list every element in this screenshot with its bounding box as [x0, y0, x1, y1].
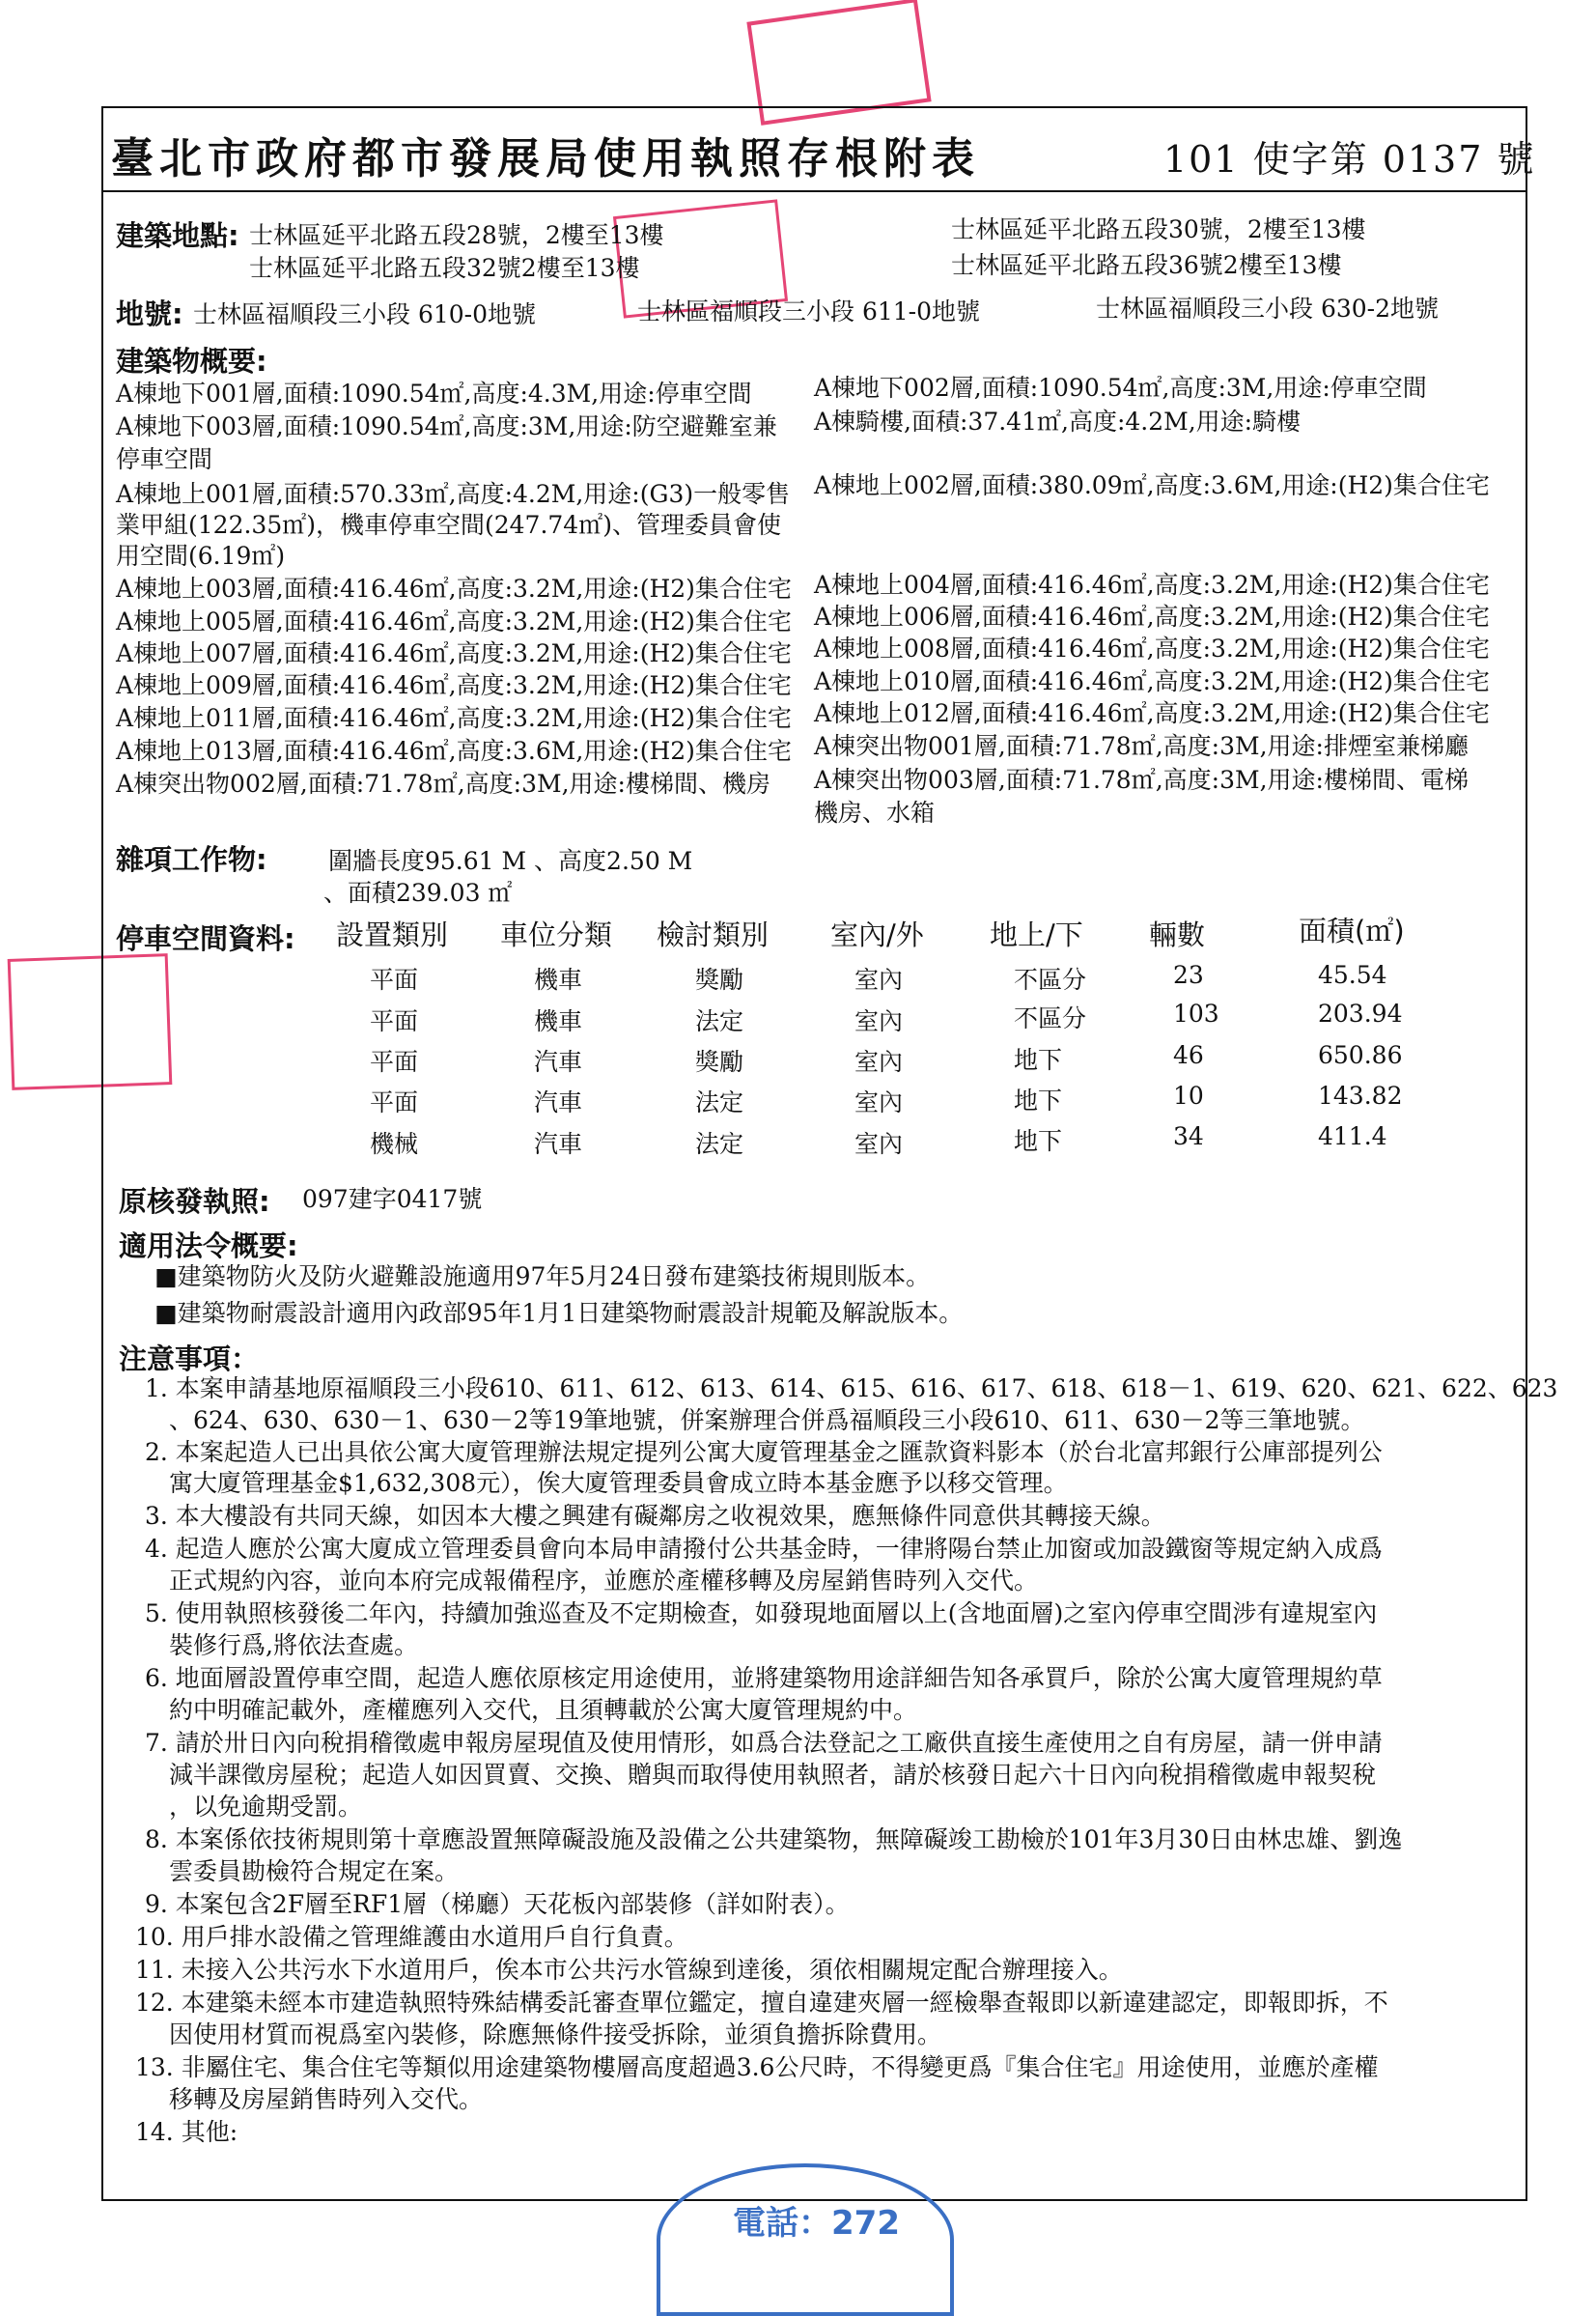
note-line: 8. 本案係依技術規則第十章應設置無障礙設施及設備之公共建築物，無障礙竣工勘檢於101年3月30日由林忠雄、劉逸	[145, 1825, 1403, 1853]
note-line: 、624、630、630－1、630－2等19筆地號，併案辦理合併爲福順段三小段610、611、630－2等三筆地號。	[169, 1406, 1365, 1434]
parking-cell: 650.86	[1318, 1041, 1403, 1069]
parking-cell: 46	[1173, 1041, 1204, 1069]
parking-header: 室內/外	[830, 918, 924, 951]
parking-cell: 不區分	[1014, 1004, 1087, 1032]
parking-cell: 室內	[854, 966, 904, 994]
parking-cell: 平面	[370, 1088, 419, 1116]
parking-cell: 室內	[854, 1007, 904, 1035]
note-line: 約中明確記載外，產權應列入交代，且須轉載於公寓大廈管理規約中。	[169, 1696, 918, 1724]
overview-line: A棟地上008層,面積:416.46㎡,高度:3.2M,用途:(H2)集合住宅	[814, 635, 1490, 663]
parking-cell: 汽車	[534, 1130, 583, 1158]
site-address-4: 士林區延平北路五段36號2樓至13樓	[951, 251, 1342, 279]
overview-line: A棟地下003層,面積:1090.54㎡,高度:3M,用途:防空避難室兼	[116, 412, 777, 440]
site-label: 建築地點:	[116, 219, 239, 252]
note-line: 寓大廈管理基金$1,632,308元），俟大廈管理委員會成立時本基金應予以移交管理。	[169, 1469, 1068, 1497]
parking-cell: 34	[1173, 1122, 1204, 1150]
parking-cell: 不區分	[1014, 966, 1087, 994]
parking-cell: 平面	[370, 1048, 419, 1076]
overview-line: A棟地上007層,面積:416.46㎡,高度:3.2M,用途:(H2)集合住宅	[116, 639, 792, 667]
parking-header: 設置類別	[336, 918, 449, 951]
parking-header: 地上/下	[990, 918, 1083, 951]
overview-line: A棟地上004層,面積:416.46㎡,高度:3.2M,用途:(H2)集合住宅	[814, 571, 1490, 599]
lot-number-2: 士林區福順段三小段 611-0地號	[637, 297, 981, 325]
parking-cell: 地下	[1014, 1087, 1063, 1115]
note-line: 7. 請於卅日內向稅捐稽徵處申報房屋現值及使用情形，如爲合法登記之工廠供直接生產使用之自有房屋，請一併申請	[145, 1729, 1383, 1757]
lot-number-3: 士林區福順段三小段 630-2地號	[1096, 295, 1440, 323]
parking-cell: 23	[1173, 961, 1204, 989]
note-line: 4. 起造人應於公寓大廈成立管理委員會向本局申請撥付公共基金時，一律將陽台禁止加窗或加設鐵窗等規定納入成爲	[145, 1535, 1383, 1563]
overview-line: A棟騎樓,面積:37.41㎡,高度:4.2M,用途:騎樓	[814, 408, 1302, 436]
overview-line: A棟地上001層,面積:570.33㎡,高度:4.2M,用途:(G3)一般零售	[116, 480, 791, 508]
parking-header: 檢討類別	[657, 918, 770, 951]
parking-cell: 10	[1173, 1082, 1204, 1110]
overview-line: A棟地上005層,面積:416.46㎡,高度:3.2M,用途:(H2)集合住宅	[116, 607, 792, 635]
parking-cell: 法定	[695, 1007, 744, 1035]
site-address-1: 士林區延平北路五段28號，2樓至13樓	[249, 221, 664, 249]
note-line: 因使用材質而視爲室內裝修，除應無條件接受拆除，並須負擔拆除費用。	[169, 2020, 942, 2048]
parking-cell: 平面	[370, 1007, 419, 1035]
note-line: 11. 未接入公共污水下水道用戶，俟本市公共污水管線到達後，須依相關規定配合辦理接入。	[135, 1956, 1123, 1984]
overview-line: A棟地下001層,面積:1090.54㎡,高度:4.3M,用途:停車空間	[116, 380, 752, 408]
original-permit-value: 097建字0417號	[302, 1185, 483, 1213]
parking-cell: 機械	[370, 1130, 419, 1158]
note-line: 10. 用戶排水設備之管理維護由水道用戶自行負責。	[135, 1923, 688, 1951]
parking-cell: 汽車	[534, 1088, 583, 1116]
note-line: 雲委員勘檢符合規定在案。	[169, 1857, 460, 1885]
overview-line: 機房、水箱	[814, 799, 936, 827]
parking-cell: 室內	[854, 1088, 904, 1116]
overview-line: A棟突出物003層,面積:71.78㎡,高度:3M,用途:樓梯間、電梯	[814, 766, 1469, 794]
original-permit-label: 原核發執照:	[119, 1185, 270, 1218]
parking-header: 輛數	[1149, 918, 1206, 951]
note-line: 5. 使用執照核發後二年內，持續加強巡查及不定期檢查，如發現地面層以上(含地面層)之室內停車空間涉有違規室內	[145, 1599, 1378, 1627]
overview-line: A棟地下002層,面積:1090.54㎡,高度:3M,用途:停車空間	[814, 374, 1427, 402]
laws-label: 適用法令概要:	[119, 1229, 298, 1262]
misc-line-1: 圍牆長度95.61 M 、高度2.50 M	[328, 847, 693, 875]
misc-label: 雜項工作物:	[116, 843, 267, 876]
parking-cell: 地下	[1014, 1127, 1063, 1155]
law-item: ■建築物防火及防火避難設施適用97年5月24日發布建築技術規則版本。	[154, 1262, 931, 1290]
seal-text: 電話：272	[733, 2204, 900, 2243]
parking-cell: 143.82	[1318, 1082, 1403, 1110]
overview-line: A棟突出物002層,面積:71.78㎡,高度:3M,用途:樓梯間、機房	[116, 770, 770, 798]
overview-line: A棟地上010層,面積:416.46㎡,高度:3.2M,用途:(H2)集合住宅	[814, 667, 1490, 695]
parking-cell: 室內	[854, 1130, 904, 1158]
note-line: 13. 非屬住宅、集合住宅等類似用途建築物樓層高度超過3.6公尺時，不得變更爲『集合住宅』用途使用，並應於產權	[135, 2053, 1379, 2081]
note-line: ，以免逾期受罰。	[169, 1793, 363, 1821]
note-line: 6. 地面層設置停車空間，起造人應依原核定用途使用，並將建築物用途詳細告知各承買戶，除於公寓大廈管理規約草	[145, 1664, 1383, 1692]
lot-number-1: 士林區福順段三小段 610-0地號	[193, 300, 537, 328]
law-item: ■建築物耐震設計適用內政部95年1月1日建築物耐震設計規範及解說版本。	[154, 1299, 964, 1327]
header-divider	[101, 190, 1526, 192]
overview-line: A棟地上011層,面積:416.46㎡,高度:3.2M,用途:(H2)集合住宅	[116, 704, 792, 732]
parking-cell: 汽車	[534, 1048, 583, 1076]
site-address-3: 士林區延平北路五段32號2樓至13樓	[249, 254, 640, 282]
note-line: 減半課徵房屋稅；起造人如因買賣、交換、贈與而取得使用執照者，請於核發日起六十日內向稅捐稽徵處申報契稅	[169, 1761, 1377, 1789]
parking-label: 停車空間資料:	[116, 922, 295, 955]
parking-cell: 法定	[695, 1088, 744, 1116]
note-line: 2. 本案起造人已出具依公寓大廈管理辦法規定提列公寓大廈管理基金之匯款資料影本（於台北富邦銀行公庫部提列公	[145, 1438, 1383, 1466]
note-line: 3. 本大樓設有共同天線，如因本大樓之興建有礙鄰房之收視效果，應無條件同意供其轉接天線。	[145, 1502, 1165, 1530]
overview-line: 停車空間	[116, 445, 213, 473]
blue-seal	[657, 2163, 954, 2316]
document-title: 臺北市政府都市發展局使用執照存根附表	[111, 134, 980, 184]
parking-cell: 獎勵	[695, 1048, 744, 1076]
parking-header: 面積(㎡)	[1299, 915, 1405, 947]
overview-line: A棟地上006層,面積:416.46㎡,高度:3.2M,用途:(H2)集合住宅	[814, 603, 1490, 631]
lot-label: 地號:	[116, 297, 183, 330]
note-line: 正式規約內容，並向本府完成報備程序，並應於產權移轉及房屋銷售時列入交代。	[169, 1567, 1039, 1595]
note-line: 1. 本案申請基地原福順段三小段610、611、612、613、614、615、616、617、618、618－1、619、620、621、622、623	[145, 1374, 1558, 1402]
parking-cell: 203.94	[1318, 1000, 1403, 1028]
overview-line: A棟地上003層,面積:416.46㎡,高度:3.2M,用途:(H2)集合住宅	[116, 575, 792, 603]
parking-cell: 45.54	[1318, 961, 1387, 989]
parking-cell: 機車	[534, 1007, 583, 1035]
note-line: 移轉及房屋銷售時列入交代。	[169, 2085, 484, 2113]
parking-cell: 103	[1173, 1000, 1219, 1028]
note-line: 裝修行爲,將依法查處。	[169, 1631, 418, 1659]
site-address-2: 士林區延平北路五段30號，2樓至13樓	[951, 215, 1366, 243]
note-line: 9. 本案包含2F層至RF1層（梯廳）天花板內部裝修（詳如附表）。	[145, 1890, 850, 1918]
misc-line-2: 、面積239.03 ㎡	[323, 879, 513, 907]
parking-cell: 室內	[854, 1048, 904, 1076]
overview-line: 業甲組(122.35㎡)，機車停車空間(247.74㎡)、管理委員會使	[116, 511, 781, 539]
overview-line: 用空間(6.19㎡)	[116, 542, 286, 570]
overview-label: 建築物概要:	[116, 345, 267, 378]
overview-line: A棟地上012層,面積:416.46㎡,高度:3.2M,用途:(H2)集合住宅	[814, 699, 1490, 727]
parking-cell: 獎勵	[695, 966, 744, 994]
parking-cell: 平面	[370, 966, 419, 994]
note-line: 12. 本建築未經本市建造執照特殊結構委託審查單位鑑定，擅自違建夾層一經檢舉查報即以新違建認定，即報即拆，不	[135, 1989, 1388, 2017]
parking-cell: 411.4	[1318, 1122, 1387, 1150]
permit-number: 101 使字第 0137 號	[1163, 138, 1536, 181]
parking-cell: 法定	[695, 1130, 744, 1158]
parking-cell: 機車	[534, 966, 583, 994]
overview-line: A棟地上002層,面積:380.09㎡,高度:3.6M,用途:(H2)集合住宅	[814, 471, 1490, 499]
overview-line: A棟地上009層,面積:416.46㎡,高度:3.2M,用途:(H2)集合住宅	[116, 671, 792, 699]
parking-cell: 地下	[1014, 1046, 1063, 1074]
parking-header: 車位分類	[500, 918, 613, 951]
overview-line: A棟地上013層,面積:416.46㎡,高度:3.6M,用途:(H2)集合住宅	[116, 737, 792, 765]
note-line: 14. 其他:	[135, 2118, 238, 2146]
overview-line: A棟突出物001層,面積:71.78㎡,高度:3M,用途:排煙室兼梯廳	[814, 732, 1469, 760]
notes-label: 注意事項：	[119, 1342, 260, 1375]
